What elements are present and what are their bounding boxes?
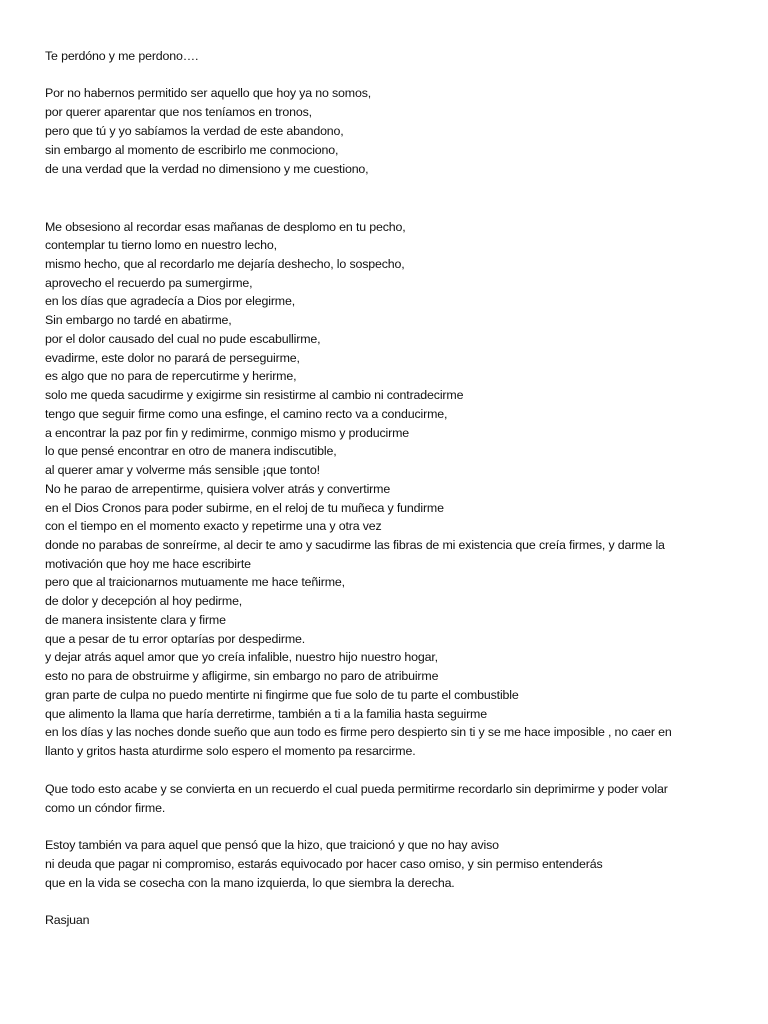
stanza2-line: en el Dios Cronos para poder subirme, en el reloj de tu muñeca y fundirme: [45, 501, 444, 515]
stanza2-line: en los días y las noches donde sueño que aun todo es firme pero despierto sin ti y se me hace imposible , no caer en: [45, 725, 672, 739]
stanza2-line: al querer amar y volverme más sensible ¡que tonto!: [45, 463, 320, 477]
stanza2-line: con el tiempo en el momento exacto y repetirme una y otra vez: [45, 519, 382, 533]
stanza2-line: y dejar atrás aquel amor que yo creía infalible, nuestro hijo nuestro hogar,: [45, 650, 438, 664]
stanza1-line: pero que tú y yo sabíamos la verdad de este abandono,: [45, 124, 344, 138]
stanza2-line: aprovecho el recuerdo pa sumergirme,: [45, 276, 253, 290]
stanza2-line: donde no parabas de sonreírme, al decir te amo y sacudirme las fibras de mi existencia que creía firmes, y darme la: [45, 538, 665, 552]
stanza3-line: como un cóndor firme.: [45, 801, 166, 815]
stanza2-line: es algo que no para de repercutirme y herirme,: [45, 369, 297, 383]
stanza2-line: que alimento la llama que haría derretirme, también a ti a la familia hasta seguirme: [45, 707, 487, 721]
stanza2-line: en los días que agradecía a Dios por elegirme,: [45, 294, 296, 308]
stanza2-line: Me obsesiono al recordar esas mañanas de desplomo en tu pecho,: [45, 220, 406, 234]
stanza1-line: de una verdad que la verdad no dimensiono y me cuestiono,: [45, 162, 369, 176]
stanza4-line: que en la vida se cosecha con la mano izquierda, lo que siembra la derecha.: [45, 876, 455, 890]
stanza2-line: de manera insistente clara y firme: [45, 613, 226, 627]
stanza2-line: de dolor y decepción al hoy pedirme,: [45, 594, 243, 608]
stanza2-line: por el dolor causado del cual no pude escabullirme,: [45, 332, 321, 346]
stanza2-line: a encontrar la paz por fin y redimirme, conmigo mismo y producirme: [45, 426, 410, 440]
stanza2-line: No he parao de arrepentirme, quisiera volver atrás y convertirme: [45, 482, 391, 496]
stanza4-line: Estoy también va para aquel que pensó que la hizo, que traicionó y que no hay aviso: [45, 838, 499, 852]
stanza2-line: llanto y gritos hasta aturdirme solo espero el momento pa resarcirme.: [45, 744, 416, 758]
stanza2-line: pero que al traicionarnos mutuamente me hace teñirme,: [45, 575, 345, 589]
stanza2-line: que a pesar de tu error optarías por despedirme.: [45, 632, 306, 646]
stanza2-line: motivación que hoy me hace escribirte: [45, 557, 251, 571]
stanza1-line: sin embargo al momento de escribirlo me conmociono,: [45, 143, 339, 157]
stanza2-line: Sin embargo no tardé en abatirme,: [45, 313, 232, 327]
stanza4-line: ni deuda que pagar ni compromiso, estarás equivocado por hacer caso omiso, y sin permiso entenderás: [45, 857, 603, 871]
stanza2-line: solo me queda sacudirme y exigirme sin resistirme al cambio ni contradecirme: [45, 388, 464, 402]
stanza2-line: mismo hecho, que al recordarlo me dejaría deshecho, lo sospecho,: [45, 257, 405, 271]
stanza2-line: contemplar tu tierno lomo en nuestro lecho,: [45, 238, 277, 252]
stanza2-line: lo que pensé encontrar en otro de manera indiscutible,: [45, 444, 337, 458]
stanza1-line: por querer aparentar que nos teníamos en tronos,: [45, 105, 312, 119]
stanza3-line: Que todo esto acabe y se convierta en un recuerdo el cual pueda permitirme recordarlo sin deprimirme y poder volar: [45, 782, 668, 796]
stanza2-line: evadirme, este dolor no parará de perseguirme,: [45, 351, 300, 365]
stanza1-line: Por no habernos permitido ser aquello que hoy ya no somos,: [45, 86, 372, 100]
signature: Rasjuan: [45, 913, 90, 927]
poem-title: Te perdóno y me perdono….: [45, 49, 199, 63]
stanza2-line: tengo que seguir firme como una esfinge, el camino recto va a conducirme,: [45, 407, 448, 421]
stanza2-line: gran parte de culpa no puedo mentirte ni fingirme que fue solo de tu parte el combustible: [45, 688, 519, 702]
stanza2-line: esto no para de obstruirme y afligirme, sin embargo no paro de atribuirme: [45, 669, 439, 683]
